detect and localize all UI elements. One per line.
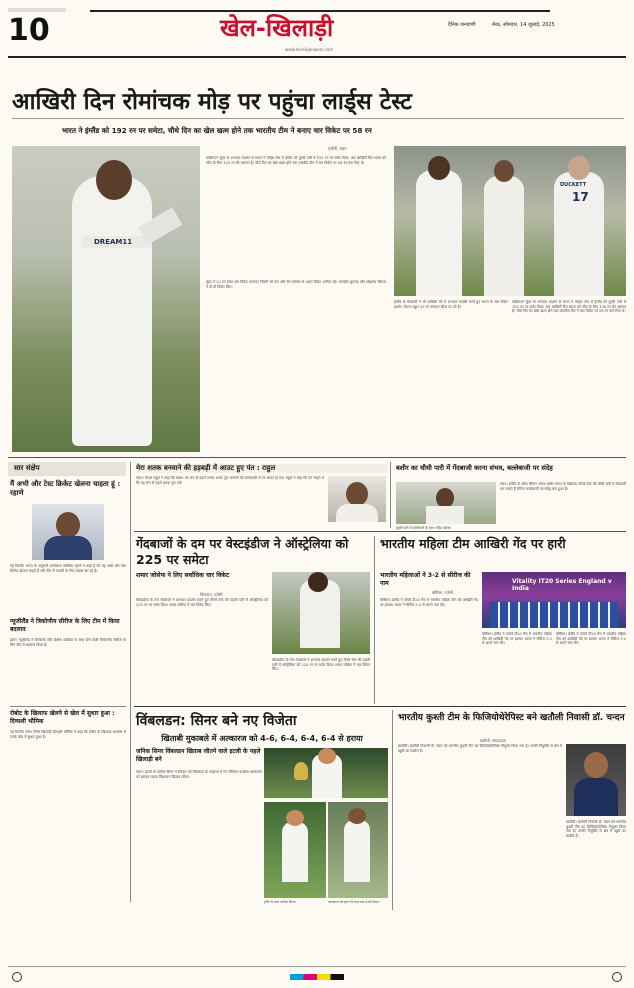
women-subhead: भारतीय महिलाओं ने 3-2 से सीरीज की नाम — [380, 572, 471, 587]
women-team-photo — [482, 572, 626, 628]
wimbledon-caption-2: अल्कारज को हराने के बाद जश्न मनाते सिनर। — [328, 900, 380, 904]
summary-body-2: हरारे। न्यूजीलैंड ने जिम्बाब्वे और दक्षिण अफ्रीका के साथ होने वाली त्रिकोणीय सीरीज के लिए टीम में बदलाव किया है। — [10, 638, 126, 647]
women-headline: भारतीय महिला टीम आखिरी गेंद पर हारी — [380, 536, 566, 551]
lead-subheadline: भारत ने इंग्लैंड को 192 रन पर समेटा, चौथे दिन का खेल खत्म होने तक भारतीय टीम ने बनाए चार विकेट पर 58 रन — [62, 126, 372, 135]
lead-dateline: एजेंसी, लंदन — [328, 146, 347, 151]
physio-dateline: खतौली, संवाददाता — [480, 738, 507, 743]
basheer-photo — [396, 482, 496, 524]
wimbledon-caption-1: ट्रॉफी के साथ यानिक सिनर। — [264, 900, 297, 904]
summary-body-3: नई दिल्ली। टेबल टेनिस खिलाड़ी दिव्यशी भौमिक ने कहा कि रोबोट के खिलाफ अभ्यास से उनके खेल में सुधार हुआ है। — [10, 730, 126, 739]
page-number: 10 — [8, 13, 50, 48]
joseph-photo — [272, 572, 370, 654]
bowler-photo — [12, 146, 200, 452]
women-body: बर्मिंघम। इंग्लैंड ने पांचवें टी20 मैच में भारतीय महिला टीम को आखिरी गेंद पर हराया। भारत ने सीरीज 3-2 से अपने नाम की। — [380, 598, 478, 607]
summary-headline-1: मैं अभी और टेस्ट क्रिकेट खेलना चाहता हूं : रहाणे — [10, 480, 121, 497]
lead-body-1: वाशिंगटन सुंदर के शानदार प्रदर्शन से भारत ने लॉर्ड्स टेस्ट में इंग्लैंड को दूसरी पारी में 192 रन पर समेट दिया। अब आखिरी दिन भारत को जीत के लिए 135 रन की जरूरत है। चौथे दिन का खेल खत्म होने तक भारतीय टीम ने चार विकेट पर 58 रन बना लिए थे। — [206, 156, 386, 165]
lead-body-4: वाशिंगटन सुंदर के शानदार प्रदर्शन से भारत ने लॉर्ड्स टेस्ट में इंग्लैंड को दूसरी पारी में 192 रन पर समेट दिया। अब आखिरी दिन भारत को जीत के लिए 135 रन की जरूरत है। चौथे दिन का खेल खत्म होने तक भारतीय टीम ने चार विकेट पर 58 रन बना लिए थे। — [512, 300, 626, 314]
lead-body-2: सुंदर ने 22 रन देकर चार विकेट चटकाए जिसमें जो रूट और बेन स्टोक्स के अहम विकेट शामिल रहे। जसप्रीत बुमराह और मोहम्मद सिराज ने दो-दो विकेट लिए। — [206, 280, 386, 289]
wimbledon-headline: विंबलडन: सिनर बने नए विजेता — [136, 713, 297, 729]
series-banner: Vitality IT20 Series England v India — [512, 578, 612, 592]
physio-body-2: खतौली। खतौली निवासी डॉ. चंदन को भारतीय कुश्ती टीम का फिजियोथेरेपिस्ट नियुक्त किया गया है। उनकी नियुक्ति से क्षेत्र में खुशी का माहौल है। — [566, 820, 626, 838]
lead-headline: आखिरी दिन रोमांचक मोड़ पर पहुंचा लार्ड्स टेस्ट — [12, 89, 412, 115]
dateline: मेरठ, सोमवार, 14 जुलाई, 2025 — [492, 22, 555, 28]
basheer-headline: बशीर का चौथी पारी में गेंदबाजी करना संभव, बल्लेबाजी पर संदेह — [396, 464, 553, 472]
rahul-headline: मेरा शतक बनवाने की हड़बड़ी में आउट हुए पंत : राहुल — [136, 464, 388, 473]
masthead — [0, 0, 634, 66]
rahul-body: लंदन। केएल राहुल ने कहा कि ऋषभ पंत लंच से पहले उनका शतक पूरा करवाने की जल्दबाजी में रन आउट हो गए। राहुल ने कहा कि पंत चाहते थे कि वह लंच से पहले शतक पूरा करें। — [136, 476, 324, 485]
windies-body: वेस्टइंडीज के तेज गेंदबाजों ने शानदार प्रदर्शन करते हुए तीसरे टेस्ट की पहली पारी में ऑस्ट्रेलिया को 225 रन पर समेट दिया। शमार जोसेफ ने चार विकेट लिए। — [136, 598, 268, 607]
windies-dateline: किंग्सटन, एजेंसी — [200, 592, 223, 597]
jersey-name: DUCKETT — [560, 182, 587, 188]
rahane-photo — [32, 504, 104, 560]
wimbledon-body: लंदन। इटली के यानिक सिनर ने रविवार को विंबलडन के फाइनल में गत चैंपियन कार्लोस अल्कारज को हराकर पहला विंबलडन खिताब जीता। — [136, 770, 262, 779]
summary-headline-2: न्यूजीलैंड ने त्रिकोणीय सीरीज के लिए टीम में किया बदलाव — [10, 618, 120, 633]
windies-headline: गेंदबाजों के दम पर वेस्टइंडीज ने ऑस्ट्रेलिया को 225 पर समेटा — [136, 536, 349, 567]
alcaraz-photo — [328, 802, 388, 898]
summary-body-1: नई दिल्ली। भारत के अनुभवी बल्लेबाज अजिंक्य रहाणे ने कहा है कि वह अभी और टेस्ट क्रिकेट खेलना चाहते हैं और टीम में वापसी के लिए प्रयास कर रहे हैं। — [10, 564, 126, 573]
summary-tag-bar — [8, 462, 126, 476]
registration-mark-icon — [612, 972, 622, 982]
wimbledon-subhead-2: जनिक सिनर विंबलडन खिताब जीतने वाले इटली के पहले खिलाड़ी बने — [136, 748, 261, 763]
color-bar — [290, 974, 344, 980]
chandan-photo — [566, 744, 626, 816]
physio-headline: भारतीय कुश्ती टीम के फिजियोथेरेपिस्ट बने खतौली निवासी डॉ. चन्दन — [398, 713, 625, 723]
basheer-caption: दूसरी पारी में बाज़ीस्टर्स के साथ रवींद्र जडेजा। — [396, 526, 452, 530]
registration-mark-icon — [12, 972, 22, 982]
rahul-photo — [328, 476, 386, 522]
jersey-sponsor: DREAM11 — [94, 238, 133, 246]
wimbledon-subhead-1: खिताबी मुकाबले में अल्कारज को 4-6, 6-4, 6-4, 6-4 से हराया — [161, 734, 363, 743]
website: www.dainikjanwani.com — [285, 47, 334, 52]
summary-headline-3: रोबोट के खिलाफ खेलने से खेल में सुधार हुआ : दिव्यशी भौमिक — [10, 710, 115, 725]
section-title: खेल-खिलाड़ी — [220, 14, 334, 42]
physio-body: खतौली। खतौली निवासी डॉ. चंदन को भारतीय कुश्ती टीम का फिजियोथेरेपिस्ट नियुक्त किया गया है। उनकी नियुक्ति से क्षेत्र में खुशी का माहौल है। — [398, 744, 562, 753]
women-body-2: बर्मिंघम। इंग्लैंड ने पांचवें टी20 मैच में भारतीय महिला टीम को आखिरी गेंद पर हराया। भारत ने सीरीज 3-2 से अपने नाम की। — [482, 632, 552, 646]
paper-name: दैनिक जनवाणी — [448, 22, 476, 28]
sinner-trophy-photo — [264, 748, 388, 798]
basheer-body: लंदन। इंग्लैंड के ऑफ स्पिनर शोएब बशीर भारत के खिलाफ तीसरे टेस्ट की चौथी पारी में गेंदबाजी कर सकते हैं लेकिन बल्लेबाजी पर संदेह बना हुआ है। — [500, 482, 626, 491]
women-body-3: बर्मिंघम। इंग्लैंड ने पांचवें टी20 मैच में भारतीय महिला टीम को आखिरी गेंद पर हराया। भारत ने सीरीज 3-2 से अपने नाम की। — [556, 632, 626, 646]
women-dateline: बर्मिंघम, एजेंसी — [432, 590, 453, 595]
windies-subhead: शमार जोसेफ ने लिए सर्वाधिक चार विकेट — [136, 572, 230, 579]
windies-body-2: वेस्टइंडीज के तेज गेंदबाजों ने शानदार प्रदर्शन करते हुए तीसरे टेस्ट की पहली पारी में ऑस्ट्रेलिया को 225 रन पर समेट दिया। शमार जोसेफ ने चार विकेट लिए। — [272, 658, 370, 672]
jersey-number: 17 — [572, 190, 589, 204]
sinner-celebration-photo — [264, 802, 326, 898]
lead-body-3: इंग्लैंड के गेंदबाजों ने भी आखिरी घंटे में शानदार वापसी करते हुए भारत के चार विकेट झटके। केएल राहुल 33 रन बनाकर क्रीज पर डटे हैं। — [394, 300, 508, 309]
summary-tag: सार संक्षेप — [14, 464, 40, 472]
celebration-photo — [394, 146, 626, 296]
